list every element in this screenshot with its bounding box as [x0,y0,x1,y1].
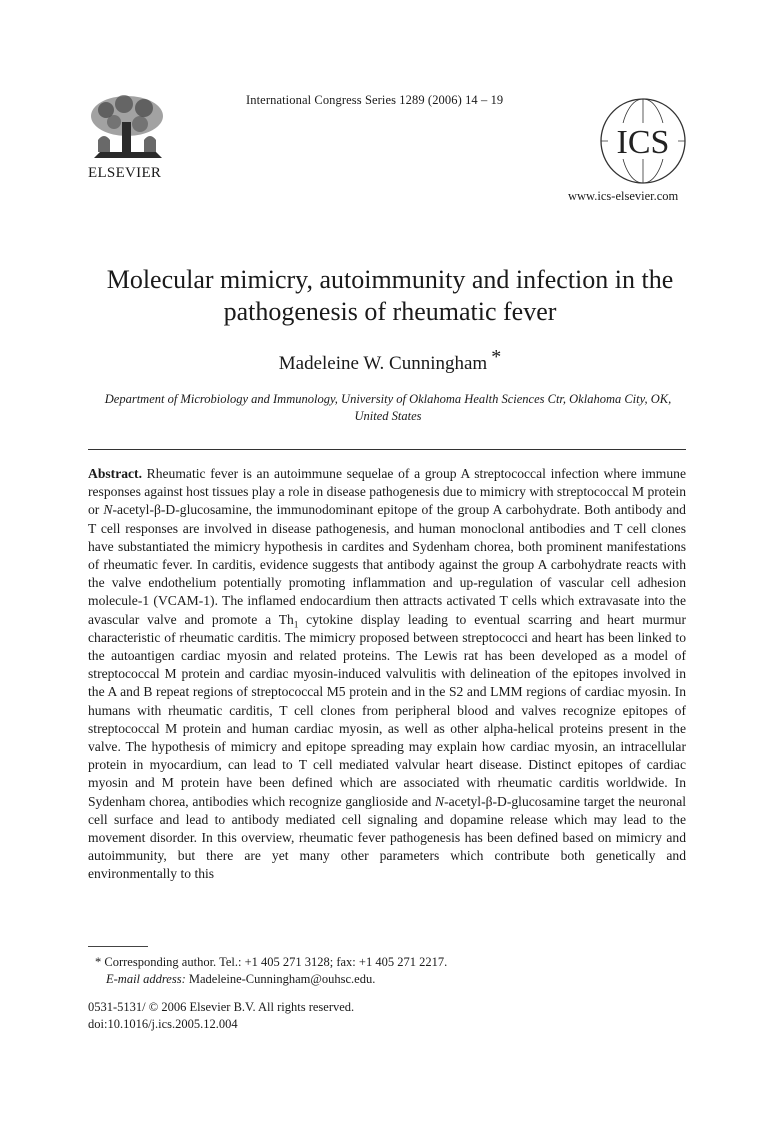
author-footnote-mark[interactable]: * [491,346,502,368]
doi-link[interactable]: doi:10.1016/j.ics.2005.12.004 [88,1017,238,1031]
website-url[interactable]: www.ics-elsevier.com [568,189,679,203]
abstract-subscript: 1 [293,619,299,630]
abstract-segment: Rheumatic fever is an autoimmune sequelae of a group A streptococcal infection where immune responses against host tissues play a role in disease pathogenesis due to mimicry with streptococcal M protein or [88,466,686,518]
email-note [106,972,375,987]
footnote-mark: * [95,955,102,969]
publisher-logo-text: ELSEVIER [88,165,162,181]
divider-rule [88,449,686,450]
email-label: E-mail address: [106,972,186,986]
abstract-segment: -acetyl-β-D-glucosamine, the immunodominant epitope of the group A carbohydrate. Both antibody and T cell responses are involved in disease pathogenesis, and human monoclonal antibodies and T cell clones have substantiated the mimicry hypothesis in cardites and Sydenham chorea, both prominent manifestations of rheumatic fever. In carditis, evidence suggests that antibody against the group A carbohydrate reacts with the valve endothelium potentially promoting inflammation and up-regulation of vascular cell adhesion molecule-1 (VCAM-1). The inflamed endocardium then attracts activated T cells which extravasate into the avascular valve and promote a Th [88,502,686,627]
abstract-italic: N [103,502,113,518]
corresponding-author-note [95,955,447,970]
author-line [0,346,780,375]
author-affiliation: Department of Microbiology and Immunology, University of Oklahoma Health Sciences Ctr, Oklahoma City, OK, United States [104,392,672,423]
footnote-rule [88,946,148,947]
journal-citation: International Congress Series 1289 (2006) 14 – 19 [246,93,504,107]
author-name: Madeleine W. Cunningham [278,353,488,374]
corresponding-text: Corresponding author. Tel.: +1 405 271 3128; fax: +1 405 271 2217. [104,955,448,969]
abstract-segment: -acetyl-β-D-glucosamine target the neuronal cell surface and lead to antibody mediated cell signaling and dopamine release which may lead to the movement disorder. In this overview, rheumatic fever pathogenesis has been defined based on mimicry and autoimmunity, but there are yet many other parameters which contribute both genetically and environmentally to this [88,793,686,882]
abstract-text [88,465,686,884]
abstract-italic: N [435,793,445,809]
copyright-line: 0531-5131/ © 2006 Elsevier B.V. All rights reserved. [88,1000,355,1014]
abstract-segment: cytokine display leading to eventual scarring and heart murmur characteristic of rheumatic carditis. The mimicry proposed between streptococci and heart has been linked to the autoantigen cardiac myosin and related proteins. The Lewis rat has been developed as a model of streptococcal M protein and cardiac myosin-induced valvulitis with delineation of the epitopes involved in the A and B repeat regions of streptococcal M5 protein and in the S2 and LMM regions of cardiac myosin. In humans with rheumatic carditis, T cell clones from peripheral blood and valves recognize epitopes of streptococcal M protein and human cardiac myosin, as well as other alpha-helical proteins present in the valve. The hypothesis of mimicry and epitope spreading may explain how cardiac myosin, an intracellular protein in myocardium, can lead to T cell mediated valvular heart disease. Distinct epitopes of cardiac myosin and M protein have been defined which are associated with rheumatic carditis worldwide. In Sydenham chorea, antibodies which recognize ganglioside and [88,611,686,809]
svg-text:ICS: ICS [616,124,670,161]
article-title: Molecular mimicry, autoimmunity and infection in the pathogenesis of rheumatic fever [106,265,674,326]
email-address[interactable]: Madeleine-Cunningham@ouhsc.edu. [188,972,376,986]
abstract-label: Abstract. [88,466,142,481]
ics-logo [598,95,688,187]
